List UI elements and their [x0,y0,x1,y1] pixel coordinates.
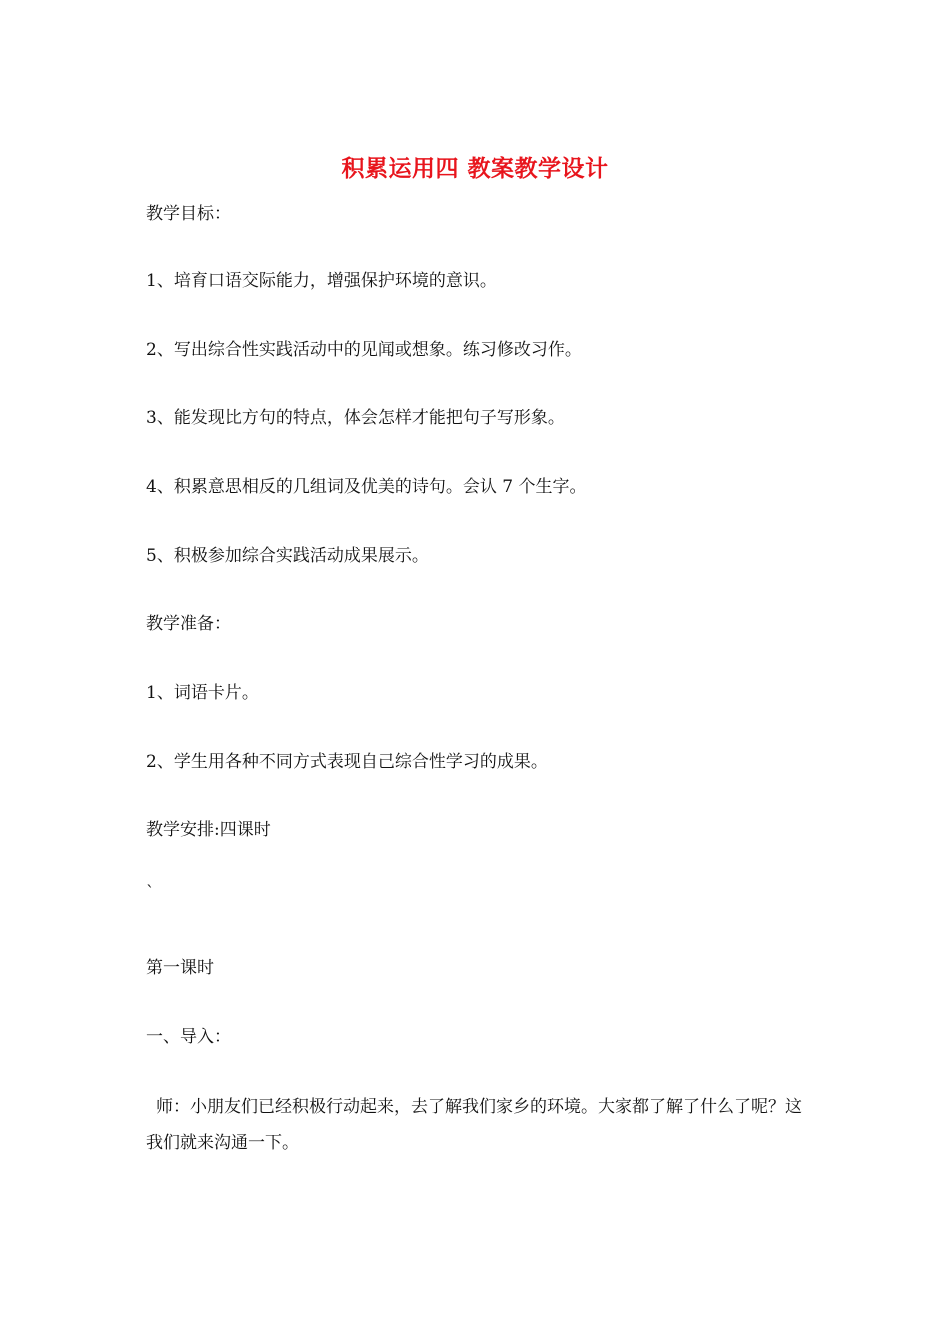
teacher-paragraph: 师：小朋友们已经积极行动起来，去了解我们家乡的环境。大家都了解了什么了呢？这我们就来沟通一下。 [146,1097,802,1153]
objective-item-1: 1、培育口语交际能力，增强保护环境的意识。 [146,271,497,291]
section-heading-schedule: 教学安排:四课时 [146,820,271,840]
objective-item-4: 4、积累意思相反的几组词及优美的诗句。会认 7 个生字。 [146,477,587,497]
section-heading-objectives: 教学目标： [146,204,231,224]
objective-item-2: 2、写出综合性实践活动中的见闻或想象。练习修改习作。 [146,340,582,360]
section-heading-preparation: 教学准备： [146,614,231,634]
stray-mark: ` [146,883,155,903]
objective-item-5: 5、积极参加综合实践活动成果展示。 [146,546,429,566]
subsection-heading-intro: 一、导入： [146,1027,231,1047]
preparation-item-1: 1、词语卡片。 [146,683,259,703]
lesson-heading: 第一课时 [146,958,214,978]
document-title: 积累运用四 教案教学设计 [341,156,609,182]
objective-item-3: 3、能发现比方句的特点，体会怎样才能把句子写形象。 [146,408,565,428]
preparation-item-2: 2、学生用各种不同方式表现自己综合性学习的成果。 [146,752,548,772]
